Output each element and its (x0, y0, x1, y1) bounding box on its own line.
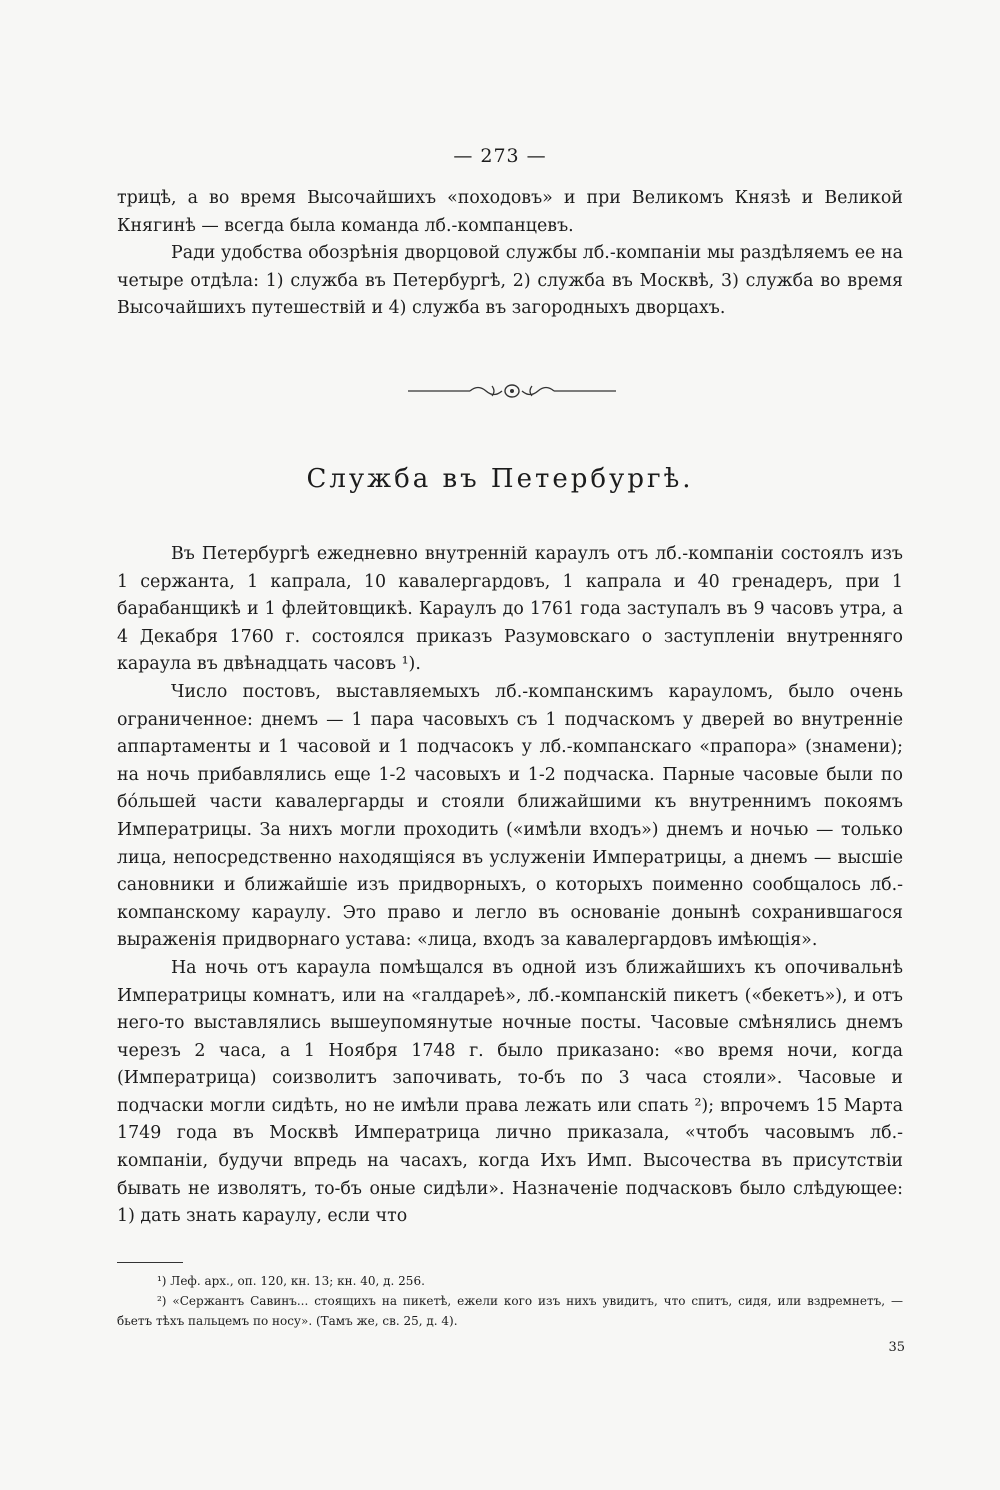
main-text (117, 541, 903, 1231)
footnote-2: ²) «Сержантъ Савинъ... стоящихъ на пикетѣ, ежели кого изъ нихъ увидитъ, что спитъ, сидя, или вздремнетъ, — бьетъ тѣхъ пальцемъ по носу». (Тамъ же, св. 25, д. 4). (117, 1294, 903, 1328)
ornament-divider-icon (408, 381, 616, 401)
intro-paragraph-1: трицѣ, а во время Высочайшихъ «походовъ» и при Великомъ Князѣ и Великой Княгинѣ — всегда была команда лб.-компанцевъ. (117, 188, 903, 236)
page-number: — 273 — (453, 145, 547, 167)
paragraph-1: Въ Петербургѣ ежедневно внутренній караулъ отъ лб.-компаніи состоялъ изъ 1 сержанта, 1 капрала, 10 кавалергардовъ, 1 капрала и 40 гренадеръ, при 1 барабанщикѣ и 1 флейтовщикѣ. Караулъ до 1761 года заступалъ въ 9 часовъ утра, а 4 Декабря 1760 г. состоялся приказъ Разумовскаго о заступленіи внутренняго караула въ двѣнадцать часовъ ¹). (117, 544, 903, 675)
intro-paragraph-2: Ради удобства обозрѣнія дворцовой службы лб.-компаніи мы раздѣляемъ ее на четыре отдѣла: 1) служба въ Петербургѣ, 2) служба въ Москвѣ, 3) служба во время Высочайшихъ путешествій и 4) служба въ загородныхъ дворцахъ. (117, 243, 903, 319)
paragraph-3: На ночь отъ караула помѣщался въ одной изъ ближайшихъ къ опочивальнѣ Императрицы комнатъ, или на «галдареѣ», лб.-компанскій пикетъ («бекетъ»), и отъ него-то выставлялись вышеупомянутые ночные посты. Часовые смѣнялись днемъ черезъ 2 часа, а 1 Ноября 1748 г. было приказано: «во время ночи, когда (Императрица) соизволитъ започивать, то-бъ по 3 часа стояли». Часовые и подчаски могли сидѣть, но не имѣли права лежать или спать ²); впрочемъ 15 Марта 1749 года въ Москвѣ Императрица лично приказала, «чтобъ часовымъ лб.-компаніи, будучи впредь на часахъ, когда Ихъ Имп. Высочества въ присутствіи бывать не изволятъ, то-бъ оные сидѣли». Назначеніе подчасковъ было слѣдующее: 1) дать знать караулу, если что (117, 957, 903, 1227)
intro-text (117, 185, 903, 323)
footnote-1: ¹) Леф. арх., оп. 120, кн. 13; кн. 40, д. 256. (157, 1274, 425, 1288)
signature-mark: 35 (888, 1340, 905, 1355)
footnote-divider (117, 1262, 183, 1263)
footnotes (117, 1271, 903, 1331)
paragraph-2: Число постовъ, выставляемыхъ лб.-компанскимъ карауломъ, было очень ограниченное: днемъ — 1 пара часовыхъ съ 1 подчаскомъ у дверей во внутренніе аппартаменты и 1 часовой и 1 подчасокъ у лб.-компанскаго «прапора» (знамени); на ночь прибавлялись еще 1-2 часовыхъ и 1-2 подчаска. Парные часовые были по бо́льшей части кавалергарды и стояли ближайшими къ внутреннимъ покоямъ Императрицы. За нихъ могли проходить («имѣли входъ») днемъ и ночью — только лица, непосредственно находящіяся въ услуженіи Императрицы, а днемъ — высшіе сановники и ближайшіе изъ придворныхъ, о которыхъ поименно сообщалось лб.-компанскому караулу. Это право и легло въ основаніе донынѣ сохранившагося выраженія придворнаго устава: «лица, входъ за кавалергардовъ имѣющія». (117, 681, 903, 951)
section-heading: Служба въ Петербургѣ. (306, 464, 694, 494)
